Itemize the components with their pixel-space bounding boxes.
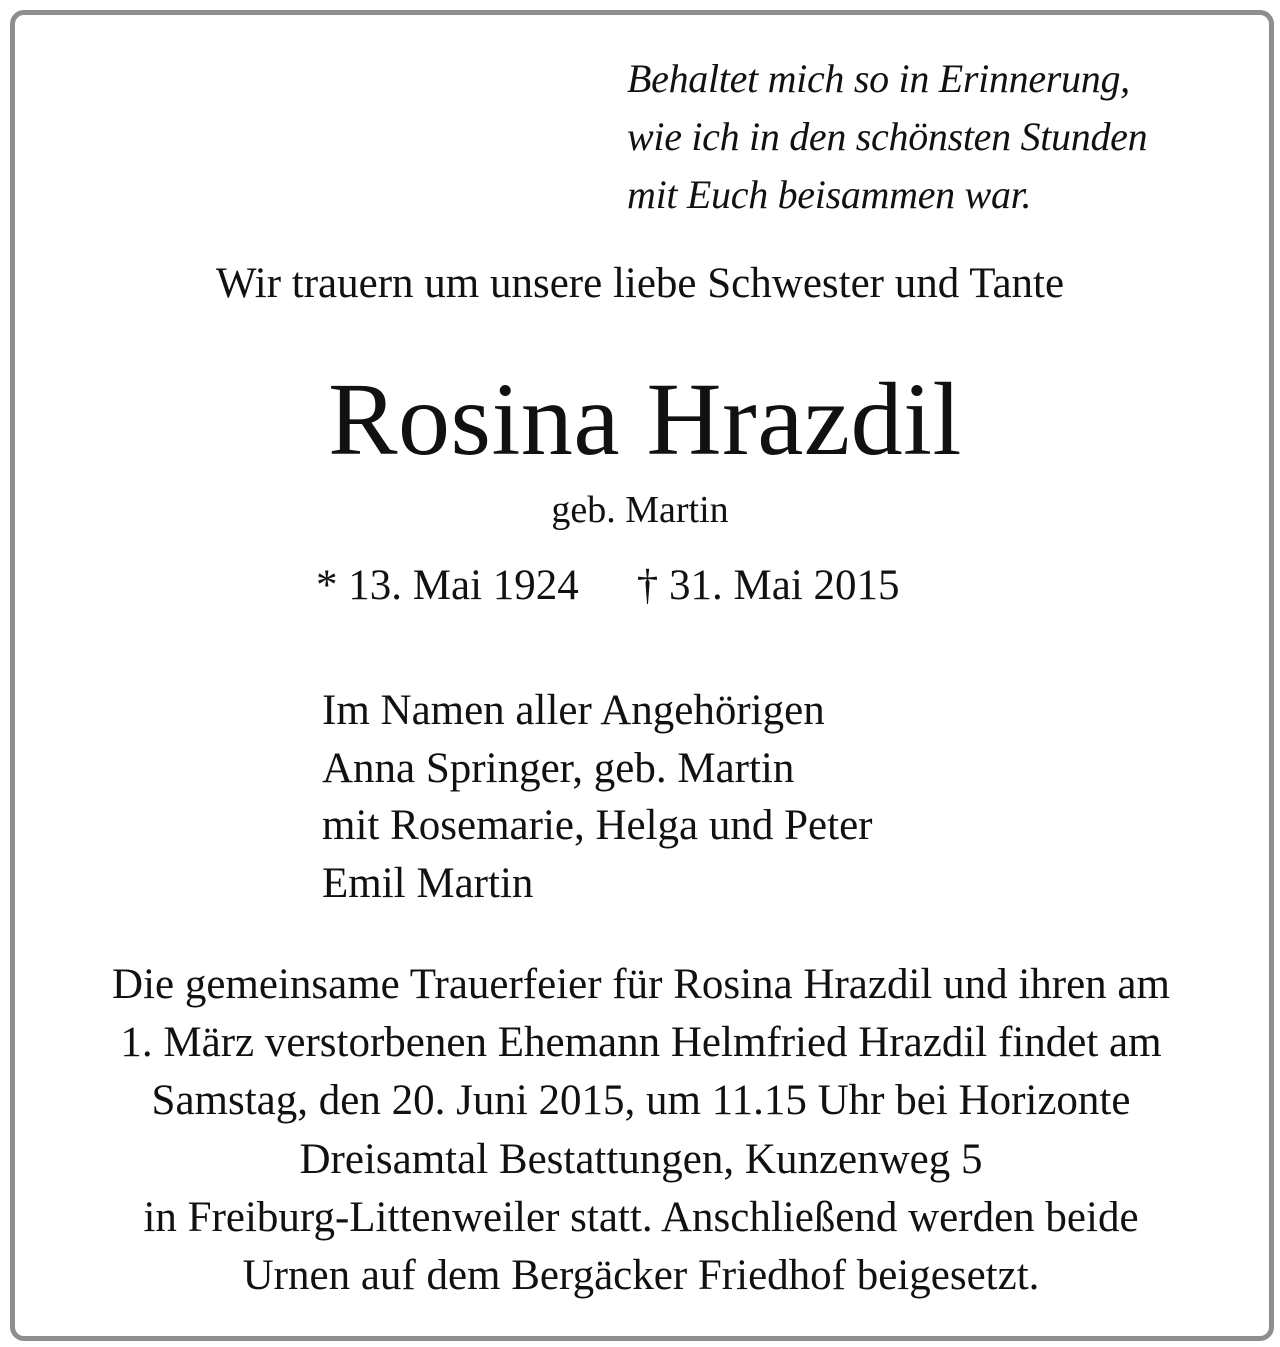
deceased-name: Rosina Hrazdil xyxy=(328,362,962,477)
mourners-line: Im Namen aller Angehörigen xyxy=(322,687,825,734)
intro-text: Wir trauern um unsere liebe Schwester und Tante xyxy=(215,260,1065,307)
maiden-name: geb. Martin xyxy=(551,489,729,531)
motto-quote xyxy=(627,50,1147,224)
death-date: † 31. Mai 2015 xyxy=(636,562,900,609)
mourners-line: mit Rosemarie, Helga und Peter xyxy=(322,802,873,849)
mourners-line: Emil Martin xyxy=(322,859,534,907)
life-dates xyxy=(316,558,900,614)
service-line: in Freiburg-Littenweiler statt. Anschließend werden beide xyxy=(143,1193,1139,1241)
service-line: Samstag, den 20. Juni 2015, um 11.15 Uhr bei Horizonte xyxy=(151,1077,1131,1125)
motto-line: wie ich in den schönsten Stunden xyxy=(627,114,1148,159)
motto-line: mit Euch beisammen war. xyxy=(627,172,1032,217)
service-line: Die gemeinsame Trauerfeier für Rosina Hrazdil und ihren am xyxy=(112,961,1170,1008)
service-line: Urnen auf dem Bergäcker Friedhof beigesetzt. xyxy=(242,1252,1040,1300)
birth-date: * 13. Mai 1924 xyxy=(316,562,579,609)
funeral-service-notice xyxy=(0,956,1280,1305)
mourners-line: Anna Springer, geb. Martin xyxy=(322,744,795,792)
service-line: 1. März verstorbenen Ehemann Helmfried Hrazdil findet am xyxy=(120,1019,1162,1067)
motto-line: Behaltet mich so in Erinnerung, xyxy=(627,56,1130,101)
mourners-block xyxy=(322,682,873,912)
service-line: Dreisamtal Bestattungen, Kunzenweg 5 xyxy=(299,1135,983,1183)
